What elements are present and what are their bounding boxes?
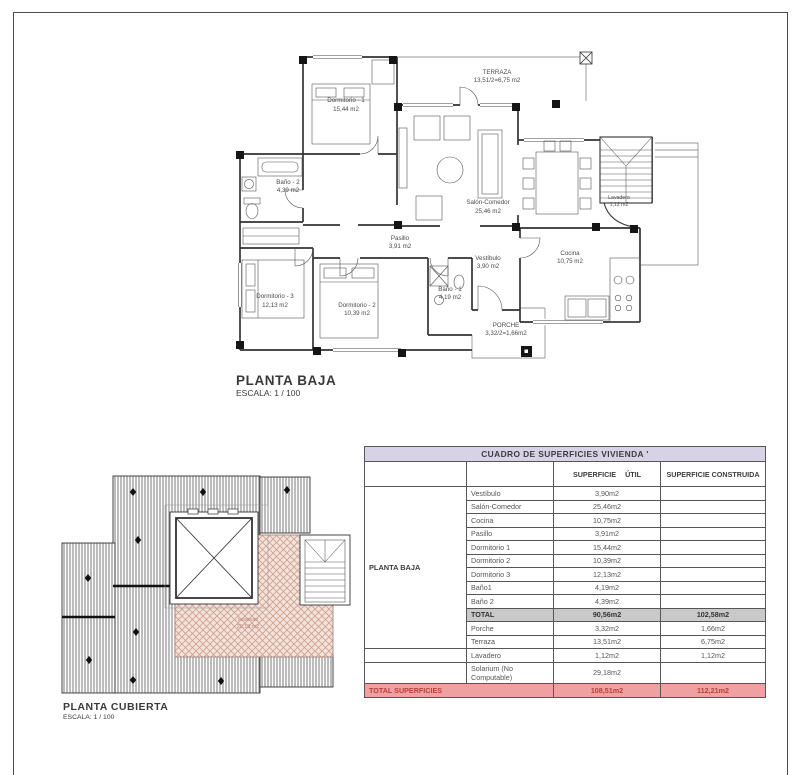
room-label: TERRAZA	[482, 69, 512, 76]
room-area: 10,39 m2	[344, 310, 370, 317]
cell-util: 10,75m2	[554, 514, 661, 528]
table-row	[365, 487, 766, 501]
floor-plan-planta-baja	[236, 52, 698, 398]
cell-util: 3,90m2	[554, 487, 661, 501]
staircase	[600, 137, 652, 228]
room-area: 3,32/2=1,66m2	[485, 330, 527, 337]
cell-label: Porche	[467, 622, 554, 636]
cell-label: TOTAL SUPERFICIES	[365, 683, 554, 697]
room-label: Baño - 2	[276, 179, 300, 186]
group-empty-cell	[365, 649, 467, 663]
cell-construida	[661, 514, 766, 528]
cell-construida	[661, 662, 766, 683]
cell-construida	[661, 487, 766, 501]
roof-plan-scale: ESCALA: 1 / 100	[63, 714, 115, 721]
header-superficie-construida: SUPERFICIE CONSTRUIDA	[661, 462, 766, 487]
cell-label: Solarium (No Computable)	[467, 662, 554, 683]
group-label-planta-baja: PLANTA BAJA	[365, 487, 467, 649]
cell-util: 29,18m2	[554, 662, 661, 683]
room-area: 15,44 m2	[333, 106, 359, 113]
floor-plan-title: PLANTA BAJA	[236, 373, 337, 388]
room-area: 12,13 m2	[262, 302, 288, 309]
cell-label: Pasillo	[467, 527, 554, 541]
room-area: 10,75 m2	[557, 258, 583, 265]
grand-total-row	[365, 683, 766, 697]
header-empty	[467, 462, 554, 487]
room-area: 3,90 m2	[476, 263, 500, 270]
room-area: 4,19 m2	[438, 294, 462, 301]
cell-util: 25,46m2	[554, 500, 661, 514]
room-label: Dormitorio - 1	[327, 97, 365, 104]
cell-construida	[661, 554, 766, 568]
room-label: Cocina	[560, 250, 580, 257]
cell-label: Terraza	[467, 635, 554, 649]
cell-util: 3,32m2	[554, 622, 661, 636]
cell-label: Vestíbulo	[467, 487, 554, 501]
table-title: CUADRO DE SUPERFICIES VIVIENDA '	[365, 447, 766, 462]
cell-util: 13,51m2	[554, 635, 661, 649]
group-empty-cell	[365, 662, 467, 683]
room-label: Dormitorio - 3	[256, 293, 294, 300]
roof-plan-planta-cubierta	[62, 476, 350, 721]
cell-construida	[661, 568, 766, 582]
cell-label: Lavadero	[467, 649, 554, 663]
header-superficie-util: SUPERFICIE ÚTIL	[554, 462, 661, 487]
cell-util: 3,91m2	[554, 527, 661, 541]
room-area: 4,39 m2	[276, 187, 300, 194]
room-label: Dormitorio - 2	[338, 302, 376, 309]
skylight	[170, 509, 258, 604]
table-row	[365, 662, 766, 683]
room-area: 25,46 m2	[475, 208, 501, 215]
cell-label: Dormitorio 3	[467, 568, 554, 582]
room-label: PORCHE	[492, 322, 520, 329]
cell-util: 4,19m2	[554, 581, 661, 595]
cell-construida: 112,21m2	[661, 683, 766, 697]
cell-construida	[661, 595, 766, 609]
room-label: Baño - 1	[438, 286, 462, 293]
cell-construida: 1,66m2	[661, 622, 766, 636]
header-empty	[365, 462, 467, 487]
cell-util: 4,39m2	[554, 595, 661, 609]
cell-label: TOTAL	[467, 608, 554, 622]
cell-label: Baño 2	[467, 595, 554, 609]
walls	[240, 57, 652, 350]
room-area: 13,51/2=6,75 m2	[473, 77, 521, 84]
surfaces-table	[364, 446, 766, 698]
solarium-area-label: 29,18 m2	[236, 624, 260, 630]
room-area: 3,91 m2	[388, 243, 412, 250]
cell-util: 1,12m2	[554, 649, 661, 663]
windows	[237, 54, 603, 353]
solarium-label: solarium	[237, 617, 259, 623]
cell-util: 10,39m2	[554, 554, 661, 568]
cell-construida: 102,58m2	[661, 608, 766, 622]
roof-stair	[300, 535, 350, 605]
cell-construida	[661, 581, 766, 595]
cell-util: 15,44m2	[554, 541, 661, 555]
room-label: Lavadero	[608, 195, 630, 201]
cell-construida	[661, 500, 766, 514]
floor-plan-scale: ESCALA: 1 / 100	[236, 388, 301, 398]
room-label: Pasillo	[390, 235, 410, 242]
cell-construida	[661, 527, 766, 541]
cell-util: 12,13m2	[554, 568, 661, 582]
cell-util: 108,51m2	[554, 683, 661, 697]
table-row	[365, 649, 766, 663]
cell-label: Dormitorio 1	[467, 541, 554, 555]
room-label: Salón-Comedor	[466, 199, 510, 206]
cell-construida: 6,75m2	[661, 635, 766, 649]
table-title-row	[365, 447, 766, 462]
room-area: 1,12 m2	[609, 202, 629, 208]
room-label: Vestíbulo	[475, 255, 501, 262]
cell-construida	[661, 541, 766, 555]
roof-plan-title: PLANTA CUBIERTA	[63, 701, 169, 713]
cell-label: Baño1	[467, 581, 554, 595]
table-header-row	[365, 462, 766, 487]
surfaces-table-container	[364, 446, 765, 698]
cell-util: 90,56m2	[554, 608, 661, 622]
cell-label: Salón-Comedor	[467, 500, 554, 514]
cell-label: Dormitorio 2	[467, 554, 554, 568]
cell-construida: 1,12m2	[661, 649, 766, 663]
cell-label: Cocina	[467, 514, 554, 528]
